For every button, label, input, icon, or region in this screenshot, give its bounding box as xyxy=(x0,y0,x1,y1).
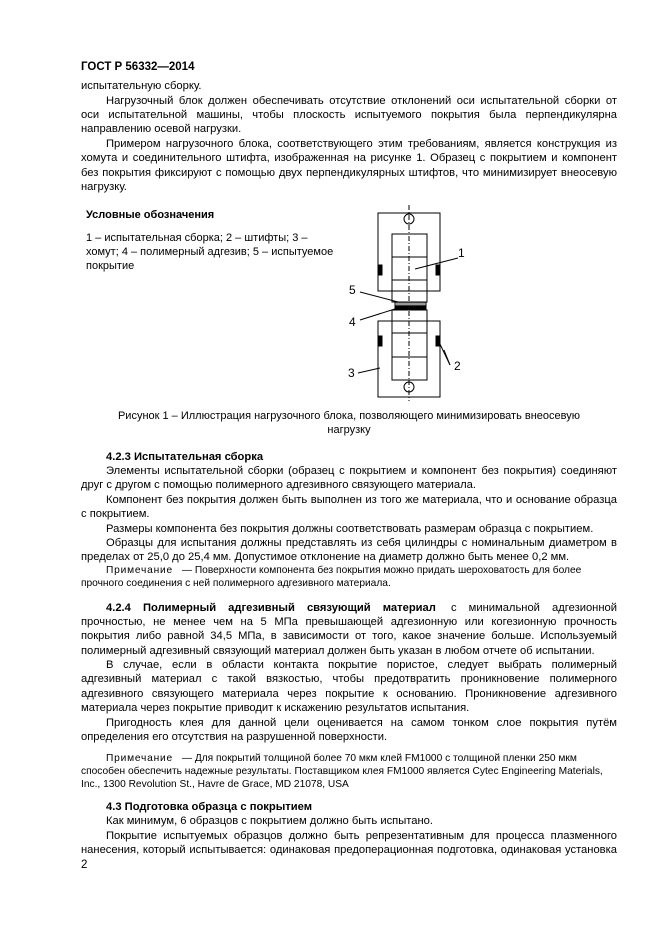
text-line: друг с другом с помощью полимерного адгезивного связующего материала. xyxy=(81,479,476,491)
text-line: определения его отсутствия на разрушенной поверхности. xyxy=(81,731,388,743)
figure-caption: Рисунок 1 – Иллюстрация нагрузочного блока, позволяющего минимизировать внеосевую xyxy=(117,410,581,422)
text-line: Нагрузочный блок должен обеспечивать отсутствие отклонений оси испытательной сборки от xyxy=(106,95,617,107)
text-line: прочностью, не менее чем на 5 МПа превышающей адгезионную или когезионную прочность xyxy=(81,616,617,628)
legend-line: хомут; 4 – полимерный адгезив; 5 – испытуемое xyxy=(86,246,334,258)
section-heading-4-3: 4.3 Подготовка образца с покрытием xyxy=(106,801,312,813)
note-label: Примечание xyxy=(106,565,173,576)
adhesive-layer xyxy=(395,306,426,310)
text-line: материала через покрытие приводит к искажению результатов испытания. xyxy=(81,702,470,714)
text-line: Компонент без покрытия должен быть выполнен из того же материала, что и основание образца xyxy=(106,494,617,506)
text-line: с покрытием. xyxy=(81,508,150,520)
text-line: Примером нагрузочного блока, соответствующего этим требованиям, является конструкция из xyxy=(106,138,617,150)
figure-caption-cont: нагрузку xyxy=(327,424,371,436)
load-block-figure xyxy=(340,205,490,405)
leader-2b xyxy=(444,350,450,365)
text-line: адгезивный материал с такой вязкостью, чтобы предотвратить проникновение полимерного xyxy=(81,673,617,685)
text-line: Элементы испытательной сборки (образец с покрытием и компонент без покрытия) соединяют xyxy=(106,465,617,477)
note-text: — Поверхности компонента без покрытия можно придать шероховатость для более xyxy=(181,565,582,576)
text-line: испытательную сборку. xyxy=(81,80,202,92)
section-heading-4-2-4 xyxy=(81,601,617,616)
note-line: прочного соединения с ней полимерного адгезивного материала. xyxy=(81,578,391,589)
legend-line: покрытие xyxy=(86,260,135,272)
text-line: нанесения, который испытывается: одинаковая предоперационная подготовка, одинаковая установка xyxy=(81,844,617,856)
text-line: оси испытательной машины, чтобы плоскость испытуемого покрытия была перпендикулярна xyxy=(81,109,617,121)
text-line: нагрузку. xyxy=(81,181,127,193)
text-line: без покрытия фиксируют с помощью двух перпендикулярных штифтов, что минимизирует внеосевую xyxy=(81,167,617,179)
label-1: 1 xyxy=(458,246,465,260)
text-line: покрытия либо равной 34,5 МПа, в зависимости от того, какое значение больше. Используемый xyxy=(81,630,617,642)
text-line: В случае, если в области контакта покрытие пористое, следует выбрать полимерный xyxy=(106,659,617,671)
document-code: ГОСТ Р 56332—2014 xyxy=(81,61,195,73)
text-line: Покрытие испытуемых образцов должно быть репрезентативным для процесса плазменного xyxy=(106,830,617,842)
note-label: Примечание xyxy=(106,753,173,764)
note-line: Inc., 1300 Revolution St., Havre de Grace, MD 21078, USA xyxy=(81,779,349,790)
text-line: хомута и соединительного штифта, изображенная на рисунке 1. Образец с покрытием и компонент xyxy=(81,152,617,164)
text-line: Размеры компонента без покрытия должны соответствовать размерам образца с покрытием. xyxy=(106,523,594,535)
text-line: Образцы для испытания должны представлять из себя цилиндры с номинальным диаметром в xyxy=(106,537,617,549)
text-line: пределах от 25,0 до 25,4 мм. Допустимое отклонение на диаметр должно быть менее 0,2 мм. xyxy=(81,551,570,563)
text-line: адгезивного связующего материала через покрытие к основанию. Проникновение адгезивного xyxy=(81,688,617,700)
text-line: с минимальной адгезионной xyxy=(450,602,618,614)
text-line: Пригодность клея для данной цели оценивается на самом тонком слое покрытия путём xyxy=(106,717,617,729)
text-line: направлению осевой нагрузки. xyxy=(81,123,242,135)
label-2: 2 xyxy=(454,359,461,373)
section-heading-text: 4.2.4 Полимерный адгезивный связующий материал xyxy=(106,602,436,614)
legend-title: Условные обозначения xyxy=(86,209,215,221)
note-text: — Для покрытий толщиной более 70 мкм клей FM1000 с толщиной пленки 250 мкм xyxy=(181,753,577,764)
text-line: полимерный адгезивный связующий материал должен быть указан в любом отчете об испытании. xyxy=(81,645,595,657)
label-4: 4 xyxy=(349,315,356,329)
label-5: 5 xyxy=(349,283,356,297)
note-line: способен обеспечить надежные результаты. Поставщиком клея FM1000 является Cytec Engineering Materials, xyxy=(81,766,603,777)
leader-3 xyxy=(358,368,380,373)
page-number: 2 xyxy=(81,859,88,871)
section-heading-4-2-3: 4.2.3 Испытательная сборка xyxy=(106,451,264,463)
legend-line: 1 – испытательная сборка; 2 – штифты; 3 – xyxy=(86,232,308,244)
text-line: Как минимум, 6 образцов с покрытием должно быть испытано. xyxy=(106,815,434,827)
label-3: 3 xyxy=(348,366,355,380)
